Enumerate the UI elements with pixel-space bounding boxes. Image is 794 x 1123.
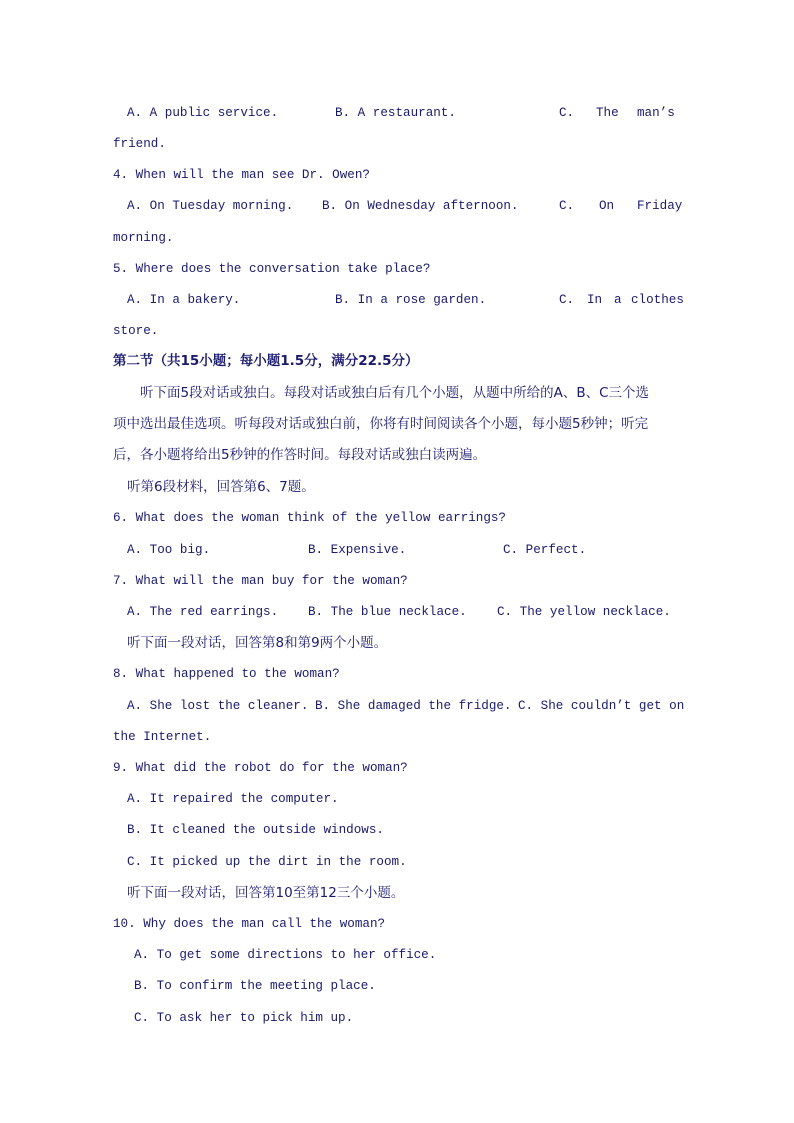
q4-option-a: A. On Tuesday morning. [127, 199, 294, 213]
q10-stem: 10. Why does the man call the woman? [113, 917, 386, 931]
q7-stem: 7. What will the man buy for the woman? [113, 574, 408, 588]
q4-option-c-word-1: On [599, 199, 615, 213]
q7-option-a: A. The red earrings. [127, 605, 279, 619]
q9-option-b: B. It cleaned the outside windows. [127, 823, 384, 837]
q5-option-c-wrap: store. [113, 324, 159, 338]
q10-option-c: C. To ask her to pick him up. [134, 1011, 354, 1025]
q3-option-b: B. A restaurant. [335, 106, 456, 120]
q10-option-b: B. To confirm the meeting place. [134, 979, 376, 993]
q4-option-c-wrap: morning. [113, 231, 174, 245]
dialog-8-9-intro: 听下面一段对话，回答第8和第9两个小题。 [127, 635, 388, 651]
q3-option-c-label: C. [559, 106, 575, 120]
q7-option-c: C. The yellow necklace. [497, 605, 671, 619]
q5-option-b: B. In a rose garden. [335, 293, 487, 307]
q8-stem: 8. What happened to the woman? [113, 667, 340, 681]
q5-option-c-word-3: clothes [631, 293, 684, 307]
q4-option-b: B. On Wednesday afternoon. [322, 199, 519, 213]
q6-stem: 6. What does the woman think of the yellow earrings? [113, 511, 506, 525]
q3-option-a: A. A public service. [127, 106, 279, 120]
section-heading: 第二节（共15小题；每小题1.5分，满分22.5分） [113, 353, 419, 369]
q4-option-c-word-2: Friday [637, 199, 683, 213]
q3-option-c-wrap: friend. [113, 137, 166, 151]
q5-option-c-word-2: a [614, 293, 622, 307]
q5-option-c-word-1: In [587, 293, 603, 307]
q10-option-a: A. To get some directions to her office. [134, 948, 437, 962]
q8-option-c: C. She couldn’t get on [518, 699, 685, 713]
dialog-10-12-intro: 听下面一段对话，回答第10至第12三个小题。 [127, 885, 405, 901]
q9-option-c: C. It picked up the dirt in the room. [127, 855, 407, 869]
q9-option-a: A. It repaired the computer. [127, 792, 339, 806]
q8-option-b: B. She damaged the fridge. [315, 699, 512, 713]
q9-stem: 9. What did the robot do for the woman? [113, 761, 408, 775]
q5-option-c-label: C. [559, 293, 575, 307]
q4-option-c-label: C. [559, 199, 575, 213]
material-6-intro: 听第6段材料，回答第6、7题。 [127, 479, 315, 495]
q8-option-a: A. She lost the cleaner. [127, 699, 309, 713]
q6-option-c: C. Perfect. [503, 543, 587, 557]
q6-option-a: A. Too big. [127, 543, 211, 557]
q4-stem: 4. When will the man see Dr. Owen? [113, 168, 370, 182]
q5-option-a: A. In a bakery. [127, 293, 241, 307]
q3-option-c-word-2: man’s [637, 106, 675, 120]
instructions-line-2: 项中选出最佳选项。听每段对话或独白前，你将有时间阅读各个小题，每小题5秒钟；听完 [113, 416, 649, 432]
q5-stem: 5. Where does the conversation take place? [113, 262, 431, 276]
q3-option-c-word-1: The [596, 106, 619, 120]
q8-option-c-wrap: the Internet. [113, 730, 212, 744]
instructions-line-3: 后，各小题将给出5秒钟的作答时间。每段对话或独白读两遍。 [113, 447, 487, 463]
q7-option-b: B. The blue necklace. [308, 605, 467, 619]
instructions-line-1: 听下面5段对话或独白。每段对话或独白后有几个小题，从题中所给的A、B、C三个选 [140, 385, 650, 401]
q6-option-b: B. Expensive. [308, 543, 407, 557]
